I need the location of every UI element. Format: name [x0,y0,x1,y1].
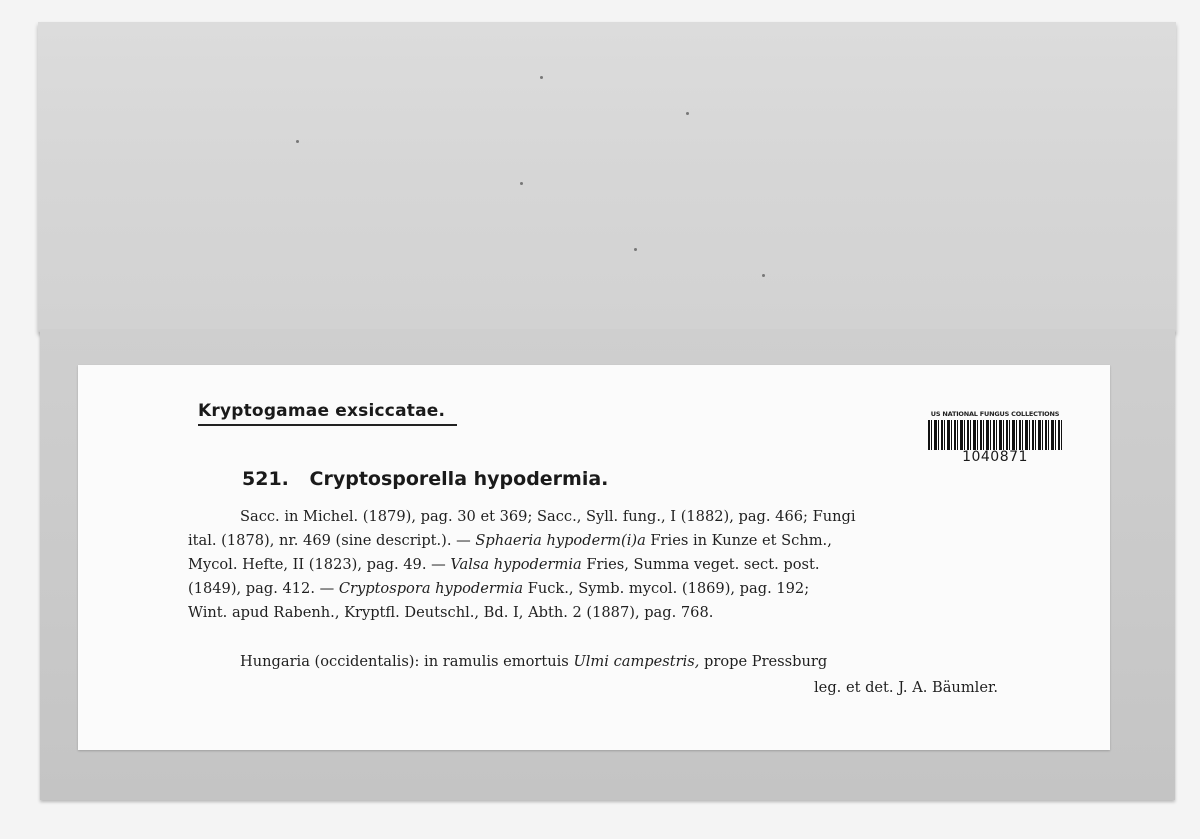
reference-line [188,529,1008,553]
reference-text: Mycol. Hefte, II (1823), pag. 49. — [188,556,451,573]
speck [540,76,543,79]
synonym-name: Valsa hypodermia [450,556,582,573]
reference-text: Fries, Summa veget. sect. post. [581,556,820,573]
printed-label [78,365,1110,750]
entry-number: 521. [242,468,289,490]
packet-flap [38,22,1176,332]
speck [520,182,523,185]
reference-text: Fries in Kunze et Schm., [645,532,832,549]
speck [634,248,637,251]
barcode-block [926,410,1064,465]
taxon-name: Cryptosporella hypodermia. [309,468,609,490]
entry-title [242,468,608,490]
locality-line [188,649,1008,675]
reference-text: Fuck., Symb. mycol. (1869), pag. 192; [523,580,810,597]
speck [296,140,299,143]
synonym-name: Sphaeria hypoderm(i)a [475,532,646,549]
reference-line: Sacc. in Michel. (1879), pag. 30 et 369; Sacc., Syll. fung., I (1882), pag. 466; Fungi [240,508,856,525]
reference-line: Wint. apud Rabenh., Kryptfl. Deutschl., Bd. I, Abth. 2 (1887), pag. 768. [188,604,714,621]
speck [686,112,689,115]
references [188,505,1008,625]
host-name: Ulmi campestris, [573,653,700,670]
reference-text: (1849), pag. 412. — [188,580,339,597]
locality-text: Hungaria (occidentalis): in ramulis emortuis [240,653,574,670]
locality [188,649,1008,701]
collector: leg. et det. J. A. Bäumler. [814,679,998,696]
locality-text: prope Pressburg [699,653,828,670]
reference-line [188,553,1008,577]
synonym-name: Cryptospora hypodermia [338,580,524,597]
reference-line [188,577,1008,601]
barcode-number: 1040871 [962,449,1028,465]
series-title: Kryptogamae exsiccatae. [198,401,457,426]
barcode-institution: US NATIONAL FUNGUS COLLECTIONS [930,410,1060,418]
barcode-icon [928,420,1062,450]
speck [762,274,765,277]
reference-text: ital. (1878), nr. 469 (sine descript.). — [188,532,476,549]
